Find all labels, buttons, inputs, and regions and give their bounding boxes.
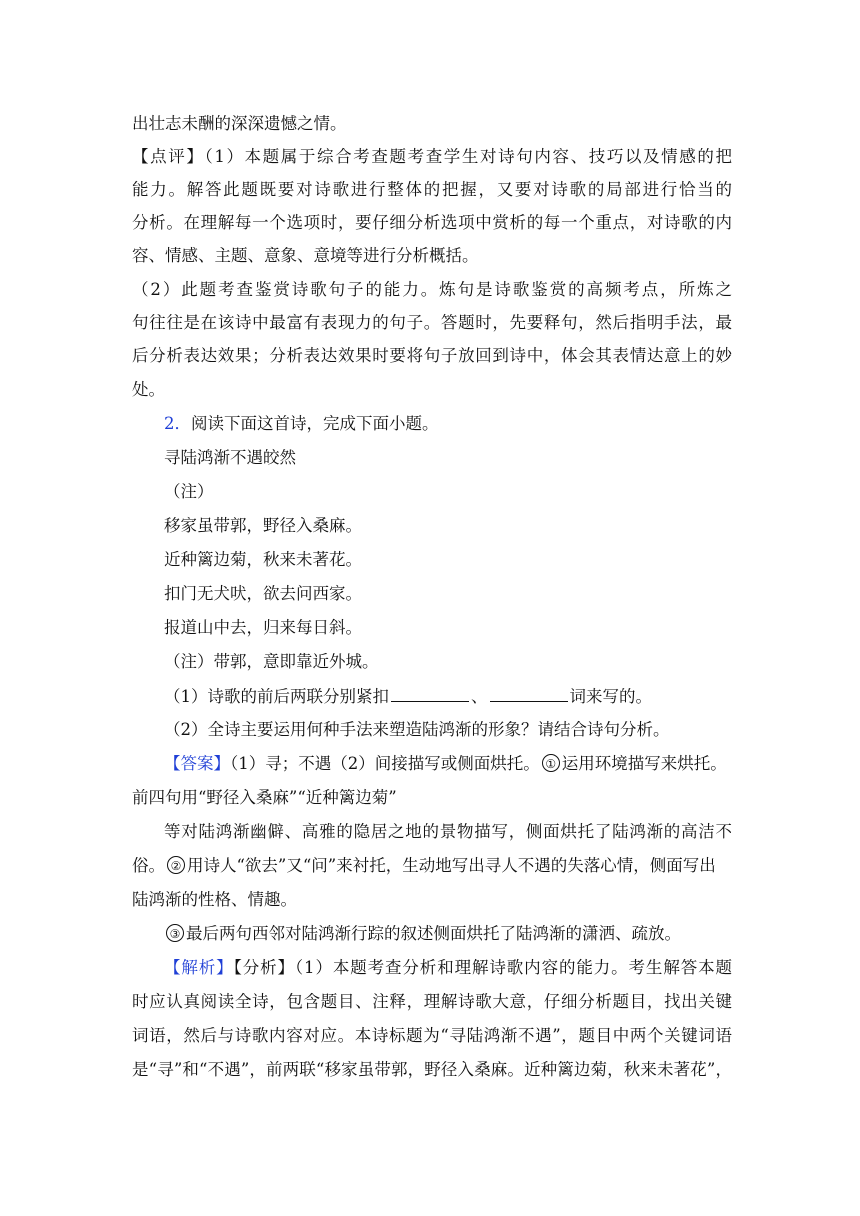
poem-title: 寻陆鸿渐不遇皎然 [164, 448, 296, 467]
text-line: 出壮志未酬的深深遗憾之情。 [132, 114, 347, 133]
note-marker: （注） [164, 482, 214, 501]
fenxi-label: 【分析】 [233, 958, 295, 977]
text-line: （2）此题考查鉴赏诗歌句子的能力。炼句是诗歌鉴赏的高频考点，所炼之 [132, 280, 732, 299]
comment-label: 【点评】 [132, 147, 205, 166]
question-heading: 2．阅读下面这首诗，完成下面小题。 [164, 414, 439, 433]
text-line: 能力。解答此题既要对诗歌进行整体的把握，又要对诗歌的局部进行恰当的 [132, 180, 732, 199]
poem-line: 近种篱边菊，秋来未著花。 [164, 550, 362, 569]
text-line: 词语，然后与诗歌内容对应。本诗标题为“寻陆鸿渐不遇”，题目中两个关键词语 [132, 1026, 732, 1045]
question-2: （2）全诗主要运用何种手法来塑造陆鸿渐的形象？请结合诗句分析。 [164, 720, 670, 739]
analysis-label: 【解析】 [164, 958, 234, 977]
text-line: 等对陆鸿渐幽僻、高雅的隐居之地的景物描写，侧面烘托了陆鸿渐的高洁不 [164, 822, 732, 841]
text-line: 前四句用“野径入桑麻”“近种篱边菊” [132, 788, 397, 807]
annotation-line: （注）带郭，意即靠近外城。 [164, 652, 379, 671]
text-line: 容、情感、主题、意象、意境等进行分析概括。 [132, 246, 479, 265]
analysis-line: 【解析】【分析】（1）本题考查分析和理解诗歌内容的能力。考生解答本题 [164, 958, 733, 977]
text-line: 句往往是在该诗中最富有表现力的句子。答题时，先要释句，然后指明手法，最 [132, 313, 732, 332]
circled-number: ① [542, 754, 560, 772]
text-line: 分析。在理解每一个选项时，要仔细分析选项中赏析的每一个重点，对诗歌的内 [132, 213, 732, 232]
text-line: 后分析表达效果；分析表达效果时要将句子放回到诗中，体会其表情达意上的妙 [132, 346, 732, 365]
text-line: 处。 [132, 380, 165, 399]
poem-line: 移家虽带郭，野径入桑麻。 [164, 516, 362, 535]
question-1: （1）诗歌的前后两联分别紧扣 、 词来写的。 [164, 687, 652, 706]
text-line: ③ 最后两句西邻对陆鸿渐行踪的叙述侧面烘托了陆鸿渐的潇洒、疏放。 [164, 924, 732, 946]
text-line: 时应认真阅读全诗，包含题目、注释，理解诗歌大意，仔细分析题目，找出关键 [132, 992, 732, 1011]
circled-number: ② [167, 856, 185, 874]
text-line: 陆鸿渐的性格、情趣。 [132, 890, 297, 909]
question-number: 2． [164, 414, 191, 433]
answer-blank [391, 686, 469, 702]
answer-label: 【答案】 [164, 754, 230, 773]
answer-blank [490, 686, 568, 702]
answer-line: 【答案】（1）寻；不遇（2）间接描写或侧面烘托。 ① 运用环境描写来烘托。 [164, 754, 727, 773]
poem-line: 扣门无犬吠，欲去问西家。 [164, 584, 362, 603]
text-line: 是“寻”和“不遇”，前两联“移家虽带郭，野径入桑麻。近种篱边菊，秋来未著花”， [132, 1060, 732, 1079]
text-line: 俗。 ② 用诗人“欲去”又“问”来衬托，生动地写出寻人不遇的失落心情，侧面写出 [132, 856, 716, 875]
poem-line: 报道山中去，归来每日斜。 [164, 618, 362, 637]
circled-number: ③ [166, 924, 184, 942]
comment-line: 【点评】（1）本题属于综合考查题考查学生对诗句内容、技巧以及情感的把 [132, 147, 733, 166]
